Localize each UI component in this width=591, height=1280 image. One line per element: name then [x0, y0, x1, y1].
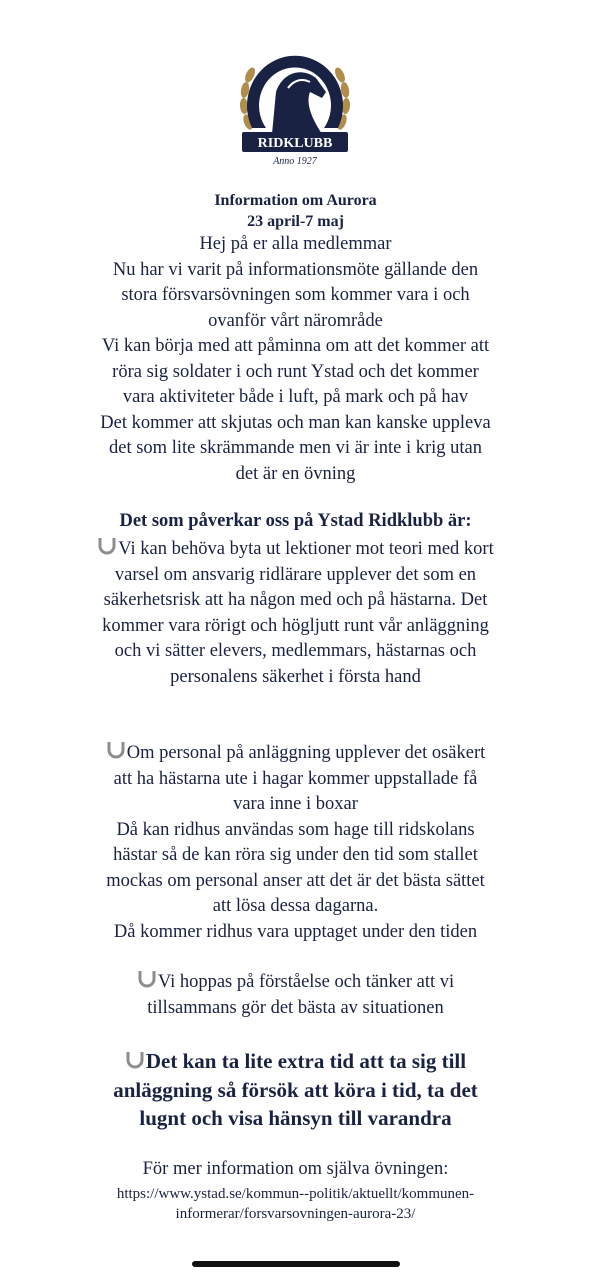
more-info-url[interactable]: https://www.ystad.se/kommun--politik/aktuellt/kommunen- informerar/forsvarsovningen-aurora-23/ [116, 1186, 475, 1222]
horseshoe-icon [106, 741, 126, 759]
document-body [0, 190, 591, 1224]
section-heading: Det som påverkar oss på Ystad Ridklubb är: [119, 511, 472, 531]
horseshoe-icon [137, 970, 157, 988]
club-logo [230, 30, 360, 170]
point-1: Vi kan behöva byta ut lektioner mot teori med kort varsel om ansvarig ridlärare upplever det som en säkerhetsrisk att ha någon med och på hästarna. Det kommer vara rörigt och högljutt runt vår anläggning och vi sätter elevers, medlemmars, hästarnas och personalens säkerhet i första hand [0, 537, 591, 690]
more-info-label: För mer information om själva övningen: [142, 1158, 449, 1179]
horseshoe-icon [125, 1051, 145, 1069]
document-title: Information om Aurora 23 april-7 maj [214, 192, 377, 230]
logo-top-text: YSTAD [266, 39, 324, 58]
logo-banner-text: RIDKLUBB [257, 136, 333, 151]
home-indicator[interactable] [192, 1261, 400, 1267]
intro-paragraph: Hej på er alla medlemmar Nu har vi varit på informationsmöte gällande den stora försvarsövningen som kommer vara i och ovanför vårt närområde Vi kan börja med att påminna om att det kommer att röra sig soldater i och runt Ystad och det kommer vara aktiviteter både i luft, på mark och på hav Det kommer att skjutas och man kan kanske uppleva det som lite skrämmande men vi är inte i krig utan det är en övning [100, 234, 491, 484]
point-3: Vi hoppas på förståelse och tänker att vi tillsammans gör det bästa av situationen [0, 970, 591, 1021]
point-4: Det kan ta lite extra tid att ta sig till anläggning så försök att köra i tid, ta det lugnt och visa hänsyn till varandra [113, 1049, 478, 1130]
point-2: Om personal på anläggning upplever det osäkert att ha hästarna ute i hagar kommer uppstallade få vara inne i boxar Då kan ridhus användas som hage till ridskolans hästar så de kan röra sig under den tid som stallet mockas om personal anser att det är det bästa sättet att lösa dessa dagarna. Då kommer ridhus vara upptaget under den tiden [106, 743, 486, 942]
horseshoe-icon [97, 537, 117, 555]
logo-sub-text: Anno 1927 [273, 156, 317, 167]
